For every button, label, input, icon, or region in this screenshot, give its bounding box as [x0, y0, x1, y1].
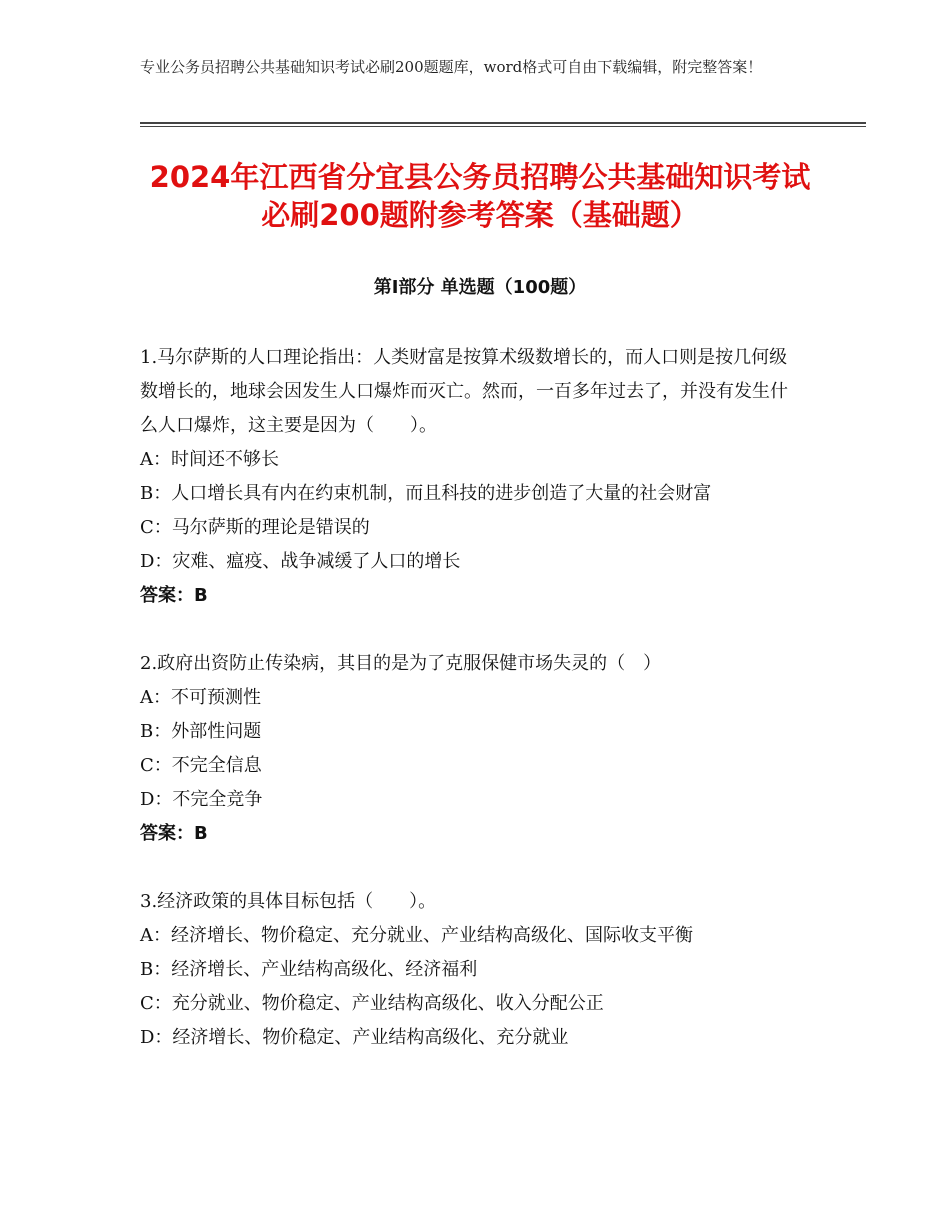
option-b: B：经济增长、产业结构高级化、经济福利 [140, 959, 478, 980]
option-c: C：马尔萨斯的理论是错误的 [140, 517, 370, 538]
option-a: A：经济增长、物价稳定、充分就业、产业结构高级化、国际收支平衡 [140, 925, 693, 946]
question-3 [140, 885, 805, 1055]
answer-label: 答案： [140, 823, 194, 844]
header-rule-thin [140, 126, 866, 127]
option-c: C：充分就业、物价稳定、产业结构高级化、收入分配公正 [140, 993, 604, 1014]
answer-line [140, 579, 805, 613]
answer-line [140, 817, 805, 851]
question-stem: 3.经济政策的具体目标包括（ ）。 [140, 891, 437, 912]
option-d: D：灾难、瘟疫、战争减缓了人口的增长 [140, 551, 461, 572]
option-b: B：人口增长具有内在约束机制，而且科技的进步创造了大量的社会财富 [140, 483, 712, 504]
header-note: 专业公务员招聘公共基础知识考试必刷200题题库，word格式可自由下载编辑，附完整答案！ [140, 58, 763, 76]
option-c: C：不完全信息 [140, 755, 262, 776]
answer-label: 答案： [140, 585, 194, 606]
question-stem: 1.马尔萨斯的人口理论指出：人类财富是按算术级数增长的，而人口则是按几何级数增长的，地球会因发生人口爆炸而灭亡。然而，一百多年过去了，并没有发生什么人口爆炸，这主要是因为（ ）。 [140, 347, 788, 436]
question-list [140, 341, 805, 1089]
option-a: A：不可预测性 [140, 687, 261, 708]
header-rule-thick [140, 122, 866, 124]
answer-value: B [194, 823, 208, 844]
answer-value: B [194, 585, 208, 606]
section-title: 第Ⅰ部分 单选题（100题） [373, 277, 587, 298]
question-2 [140, 647, 805, 851]
option-d: D：经济增长、物价稳定、产业结构高级化、充分就业 [140, 1027, 569, 1048]
option-d: D：不完全竞争 [140, 789, 263, 810]
question-stem: 2.政府出资防止传染病，其目的是为了克服保健市场失灵的（ ） [140, 653, 662, 674]
question-1 [140, 341, 805, 613]
option-b: B：外部性问题 [140, 721, 262, 742]
option-a: A：时间还不够长 [140, 449, 279, 470]
document-title: 2024年江西省分宜县公务员招聘公共基础知识考试必刷200题附参考答案（基础题） [149, 160, 811, 232]
